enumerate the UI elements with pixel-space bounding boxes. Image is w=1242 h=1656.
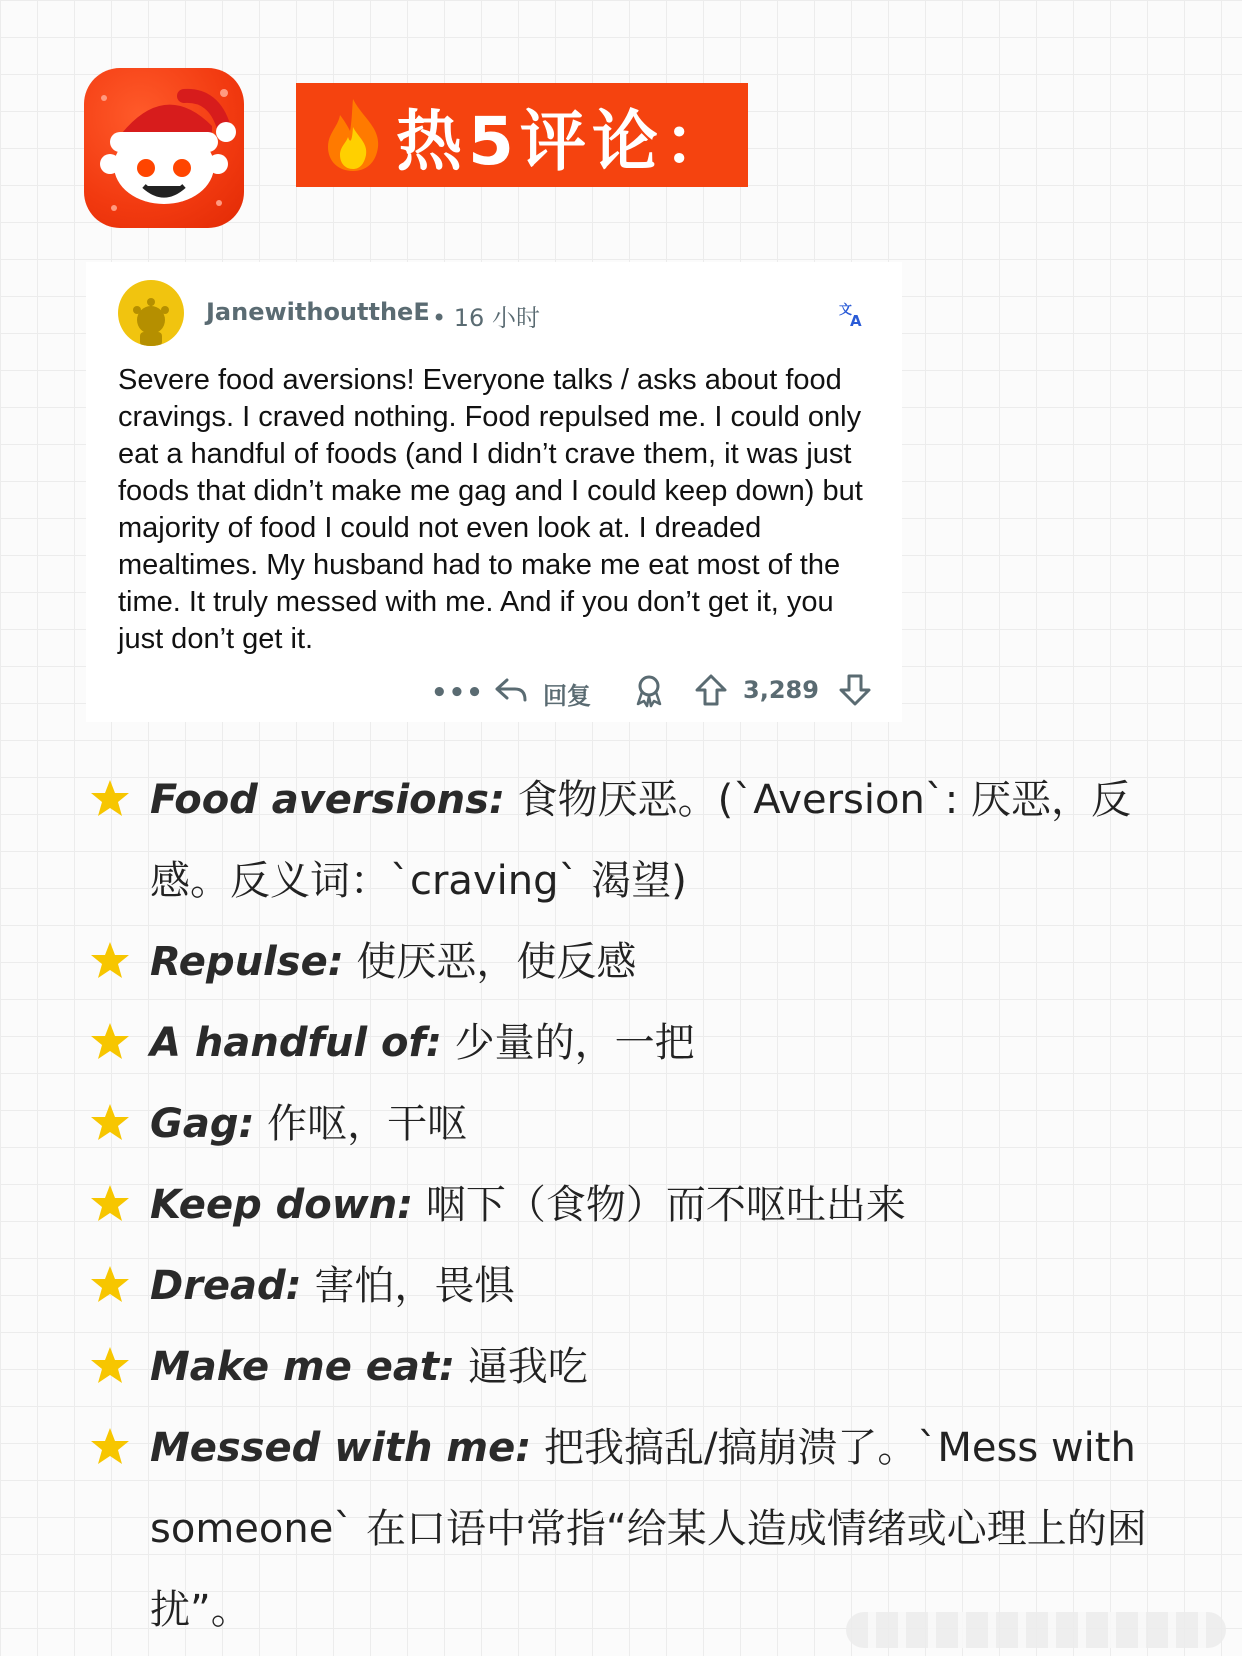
title-banner bbox=[296, 83, 748, 187]
vocab-definition: 咽下（食物）而不呕吐出来 bbox=[413, 1182, 906, 1228]
vocab-definition: 食物厌恶。(`Aversion`: 厌恶，反感。反义词：`craving` 渴望) bbox=[150, 777, 1131, 904]
avatar[interactable] bbox=[118, 280, 184, 346]
vocab-item bbox=[150, 1327, 1170, 1408]
page-title: 热5评论： bbox=[396, 102, 736, 180]
vocab-item bbox=[150, 922, 1170, 1003]
watermark bbox=[846, 1612, 1226, 1648]
downvote-icon[interactable] bbox=[837, 672, 873, 708]
vocab-term: Keep down: bbox=[150, 1182, 414, 1228]
vote-count: 3,289 bbox=[743, 676, 819, 704]
vocab-definition: 把我搞乱/搞崩溃了。`Mess with someone` 在口语中常指“给某人造成情绪或心理上的困扰”。 bbox=[150, 1425, 1147, 1633]
star-icon bbox=[90, 1021, 130, 1061]
reddit-app-icon bbox=[84, 68, 244, 228]
vocab-item bbox=[150, 1165, 1170, 1246]
reply-button[interactable]: 回复 bbox=[543, 682, 591, 710]
vocab-term: Repulse: bbox=[150, 939, 344, 985]
star-icon bbox=[90, 1426, 130, 1466]
star-icon bbox=[90, 1264, 130, 1304]
star-icon bbox=[90, 940, 130, 980]
vocab-definition: 使厌恶，使反感 bbox=[343, 939, 637, 985]
snoo-santa-icon bbox=[84, 68, 244, 228]
star-icon bbox=[90, 1345, 130, 1385]
vocab-term: Messed with me: bbox=[150, 1425, 532, 1471]
vocab-term: Food aversions: bbox=[150, 777, 505, 823]
snoo-avatar-icon bbox=[118, 280, 184, 346]
more-options-button[interactable]: ••• bbox=[431, 678, 484, 708]
vocab-definition: 作呕，干呕 bbox=[254, 1101, 468, 1147]
vocab-term: Make me eat: bbox=[150, 1344, 455, 1390]
star-icon bbox=[90, 778, 130, 818]
vocab-item bbox=[150, 1084, 1170, 1165]
vocab-term: Gag: bbox=[150, 1101, 255, 1147]
comment-actions bbox=[431, 672, 881, 712]
svg-text:A: A bbox=[850, 312, 862, 328]
comment-card bbox=[86, 262, 902, 722]
vocab-item bbox=[150, 760, 1170, 922]
translate-icon[interactable] bbox=[838, 300, 866, 328]
vocab-definition: 害怕，畏惧 bbox=[301, 1263, 515, 1309]
award-icon[interactable] bbox=[631, 672, 667, 708]
vocab-item bbox=[150, 1003, 1170, 1084]
comment-body: Severe food aversions! Everyone talks / asks about food cravings. I craved nothing. Food repulsed me. I could only eat a handful of foods (and I didn’t crave them, it was just foods that didn’t make me gag and I could keep down) but majority of food I could not even look at. I dreaded mealtimes. My husband had to make me eat most of the time. It truly messed with me. And if you don’t get it, you just don’t get it. bbox=[118, 364, 863, 655]
vocab-term: Dread: bbox=[150, 1263, 302, 1309]
star-icon bbox=[90, 1183, 130, 1223]
comment-author[interactable]: JanewithouttheE bbox=[206, 298, 430, 326]
fire-icon bbox=[322, 97, 384, 173]
vocab-item bbox=[150, 1246, 1170, 1327]
reply-icon[interactable] bbox=[493, 672, 529, 708]
vocab-term: A handful of: bbox=[150, 1020, 442, 1066]
upvote-icon[interactable] bbox=[693, 672, 729, 708]
vocab-definition: 少量的，一把 bbox=[441, 1020, 695, 1066]
svg-text:文: 文 bbox=[839, 303, 853, 318]
vocab-definition: 逼我吃 bbox=[455, 1344, 588, 1390]
star-icon bbox=[90, 1102, 130, 1142]
comment-timestamp: • 16 小时 bbox=[432, 304, 540, 332]
